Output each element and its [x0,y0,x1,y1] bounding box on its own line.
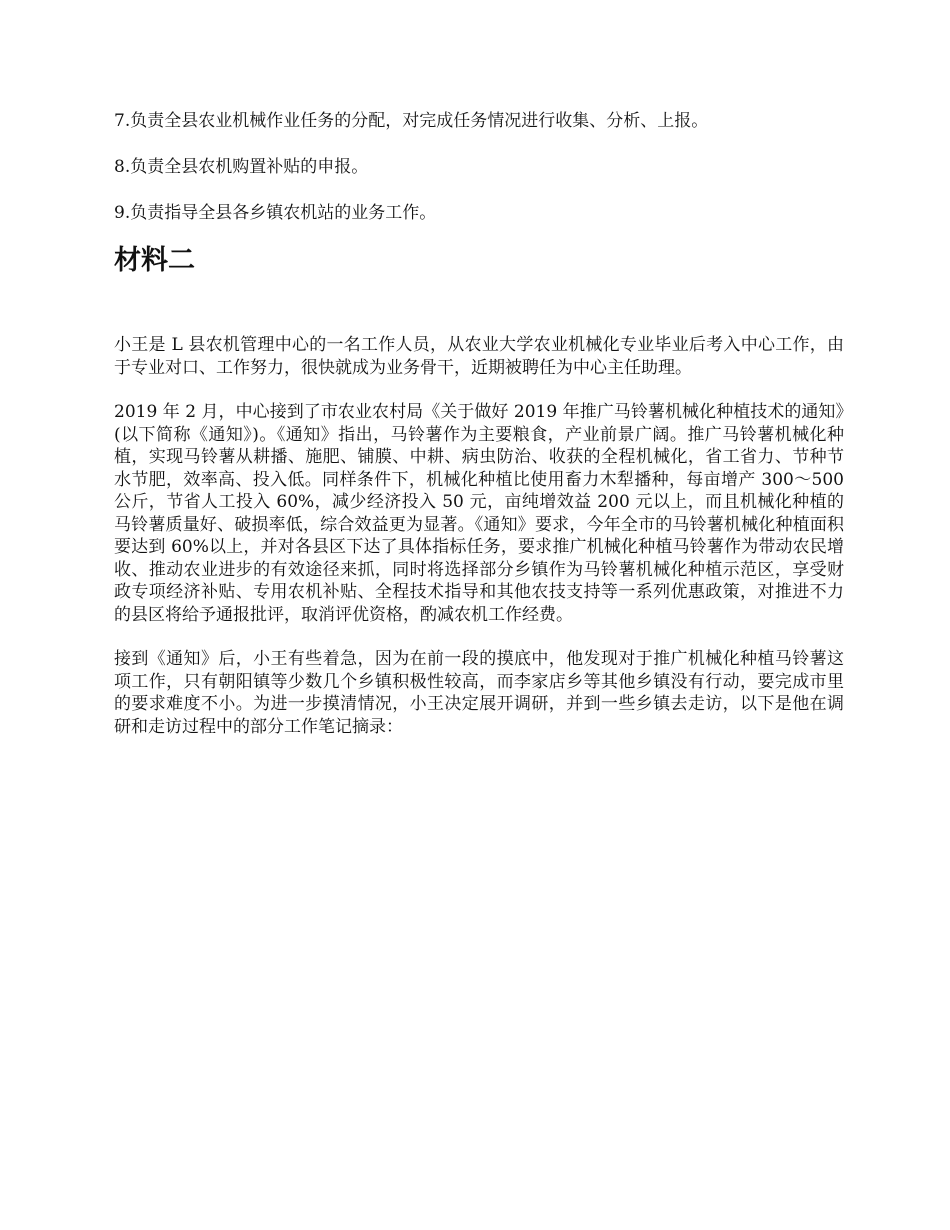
list-item: 9.负责指导全县各乡镇农机站的业务工作。 [114,203,437,223]
list-item: 8.负责全县农机购置补贴的申报。 [114,157,369,177]
document-page [114,110,844,738]
paragraph: 小王是 L 县农机管理中心的一名工作人员，从农业大学农业机械化专业毕业后考入中心工作，由于专业对口、工作努力，很快就成为业务骨干，近期被聘任为中心主任助理。 [114,335,844,378]
section-heading: 材料二 [114,245,195,276]
list-item: 7.负责全县农业机械作业任务的分配，对完成任务情况进行收集、分析、上报。 [114,111,709,131]
paragraph: 2019 年 2 月，中心接到了市农业农村局《关于做好 2019 年推广马铃薯机械化种植技术的通知》(以下简称《通知》)。《通知》指出，马铃薯作为主要粮食，产业前景广阔。推广马铃薯机械化种植，实现马铃薯从耕播、施肥、铺膜、中耕、病虫防治、收获的全程机械化，省工省力、节种节水节肥，效率高、投入低。同样条件下，机械化种植比使用畜力木犁播种，每亩增产 300～500 公斤，节省人工投入 60%，减少经济投入 50 元，亩纯增效益 200 元以上，而且机械化种植的马铃薯质量好、破损率低，综合效益更为显著。《通知》要求，今年全市的马铃薯机械化种植面积要达到 60%以上，并对各县区下达了具体指标任务，要求推广机械化种植马铃薯作为带动农民增收、推动农业进步的有效途径来抓，同时将选择部分乡镇作为马铃薯机械化种植示范区，享受财政专项经济补贴、专用农机补贴、全程技术指导和其他农技支持等一系列优惠政策，对推进不力的县区将给予通报批评，取消评优资格，酌减农机工作经费。 [114,402,844,625]
paragraph: 接到《通知》后，小王有些着急，因为在前一段的摸底中，他发现对于推广机械化种植马铃薯这项工作，只有朝阳镇等少数几个乡镇积极性较高，而李家店乡等其他乡镇没有行动，要完成市里的要求难度不小。为进一步摸清情况，小王决定展开调研，并到一些乡镇去走访，以下是他在调研和走访过程中的部分工作笔记摘录： [114,649,844,737]
